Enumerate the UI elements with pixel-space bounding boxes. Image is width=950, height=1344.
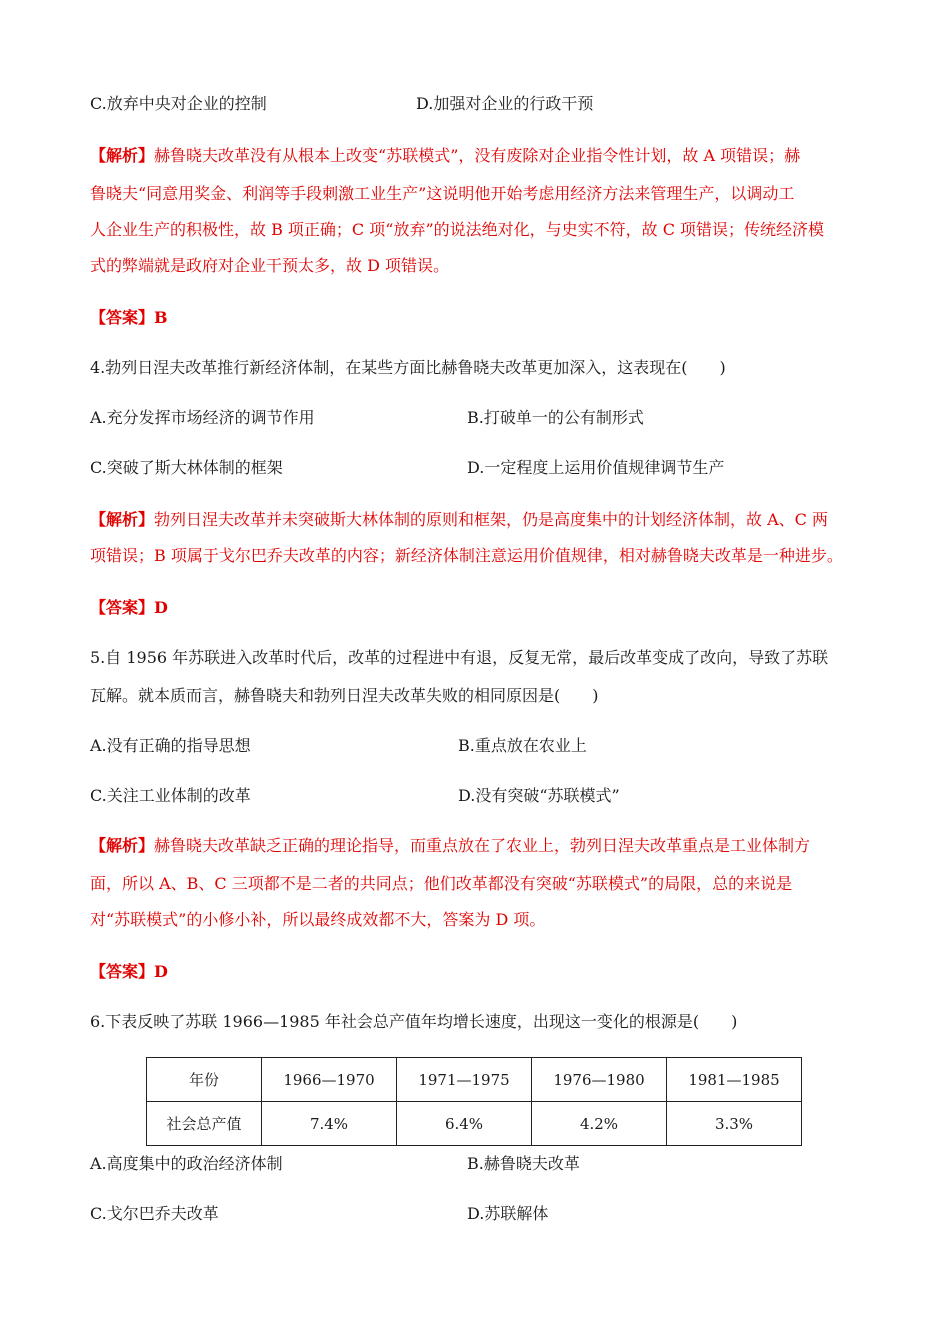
q6-stem: 6.下表反映了苏联 1966—1985 年社会总产值年均增长速度，出现这一变化的根源是( ) bbox=[90, 1012, 738, 1031]
q4-analysis-tag: 【解析】 bbox=[90, 510, 155, 529]
q6-option-a: A.高度集中的政治经济体制 bbox=[90, 1154, 283, 1173]
q4-option-c: C.突破了斯大林体制的框架 bbox=[90, 458, 283, 477]
q4-stem: 4.勃列日涅夫改革推行新经济体制，在某些方面比赫鲁晓夫改革更加深入，这表现在( ) bbox=[90, 358, 726, 377]
table-row bbox=[147, 1102, 802, 1146]
q5-option-c: C.关注工业体制的改革 bbox=[90, 786, 251, 805]
q5-analysis-line-1: 【解析】赫鲁晓夫改革缺乏正确的理论指导，而重点放在了农业上，勃列日涅夫改革重点是工业体制方 bbox=[90, 836, 811, 855]
growth-table bbox=[146, 1057, 802, 1146]
q4-option-b: B.打破单一的公有制形式 bbox=[467, 408, 644, 427]
q5-answer: 【答案】D bbox=[90, 962, 168, 981]
q3-analysis-tag: 【解析】 bbox=[90, 146, 155, 165]
q6-option-c: C.戈尔巴乔夫改革 bbox=[90, 1204, 219, 1223]
table-cell: 年份 bbox=[147, 1058, 262, 1102]
q5-option-d: D.没有突破“苏联模式” bbox=[458, 786, 620, 805]
table-header-row bbox=[147, 1058, 802, 1102]
q6-option-d: D.苏联解体 bbox=[467, 1204, 549, 1223]
q5-option-a: A.没有正确的指导思想 bbox=[90, 736, 251, 755]
q5-analysis-tag: 【解析】 bbox=[90, 836, 155, 855]
table-cell: 1971—1975 bbox=[397, 1058, 532, 1102]
q3-analysis-line-2: 鲁晓夫“同意用奖金、利润等手段刺激工业生产”这说明他开始考虑用经济方法来管理生产，以调动工 bbox=[90, 184, 795, 203]
table-cell: 4.2% bbox=[532, 1102, 667, 1146]
q3-analysis-line-1: 【解析】赫鲁晓夫改革没有从根本上改变“苏联模式”，没有废除对企业指令性计划，故 A 项错误；赫 bbox=[90, 146, 801, 165]
q3-analysis-line-4: 式的弊端就是政府对企业干预太多，故 D 项错误。 bbox=[90, 256, 450, 275]
table-cell: 3.3% bbox=[667, 1102, 802, 1146]
q4-analysis-line-1: 【解析】勃列日涅夫改革并未突破斯大林体制的原则和框架，仍是高度集中的计划经济体制，故 A、C 两 bbox=[90, 510, 828, 529]
table-cell: 1976—1980 bbox=[532, 1058, 667, 1102]
table-cell: 7.4% bbox=[262, 1102, 397, 1146]
q4-option-d: D.一定程度上运用价值规律调节生产 bbox=[467, 458, 725, 477]
q5-analysis-line-2: 面，所以 A、B、C 三项都不是二者的共同点；他们改革都没有突破“苏联模式”的局限，总的来说是 bbox=[90, 874, 793, 893]
q4-option-a: A.充分发挥市场经济的调节作用 bbox=[90, 408, 315, 427]
q4-analysis-line-2: 项错误；B 项属于戈尔巴乔夫改革的内容；新经济体制注意运用价值规律，相对赫鲁晓夫改革是一种进步。 bbox=[90, 546, 843, 565]
table-cell: 1966—1970 bbox=[262, 1058, 397, 1102]
table-cell: 社会总产值 bbox=[147, 1102, 262, 1146]
q3-analysis-line-3: 人企业生产的积极性，故 B 项正确；C 项“放弃”的说法绝对化，与史实不符，故 C 项错误；传统经济模 bbox=[90, 220, 825, 239]
q3-option-c: C.放弃中央对企业的控制 bbox=[90, 94, 267, 113]
q4-answer: 【答案】D bbox=[90, 598, 168, 617]
q3-answer: 【答案】B bbox=[90, 308, 168, 327]
q3-option-d: D.加强对企业的行政干预 bbox=[416, 94, 594, 113]
q5-option-b: B.重点放在农业上 bbox=[458, 736, 587, 755]
table-cell: 1981—1985 bbox=[667, 1058, 802, 1102]
q5-analysis-line-3: 对“苏联模式”的小修小补，所以最终成效都不大，答案为 D 项。 bbox=[90, 910, 546, 929]
q5-stem-line-1: 5.自 1956 年苏联进入改革时代后，改革的过程进中有退，反复无常，最后改革变成了改向，导致了苏联 bbox=[90, 648, 829, 667]
q6-option-b: B.赫鲁晓夫改革 bbox=[467, 1154, 580, 1173]
table-cell: 6.4% bbox=[397, 1102, 532, 1146]
q5-stem-line-2: 瓦解。就本质而言，赫鲁晓夫和勃列日涅夫改革失败的相同原因是( ) bbox=[90, 686, 599, 705]
